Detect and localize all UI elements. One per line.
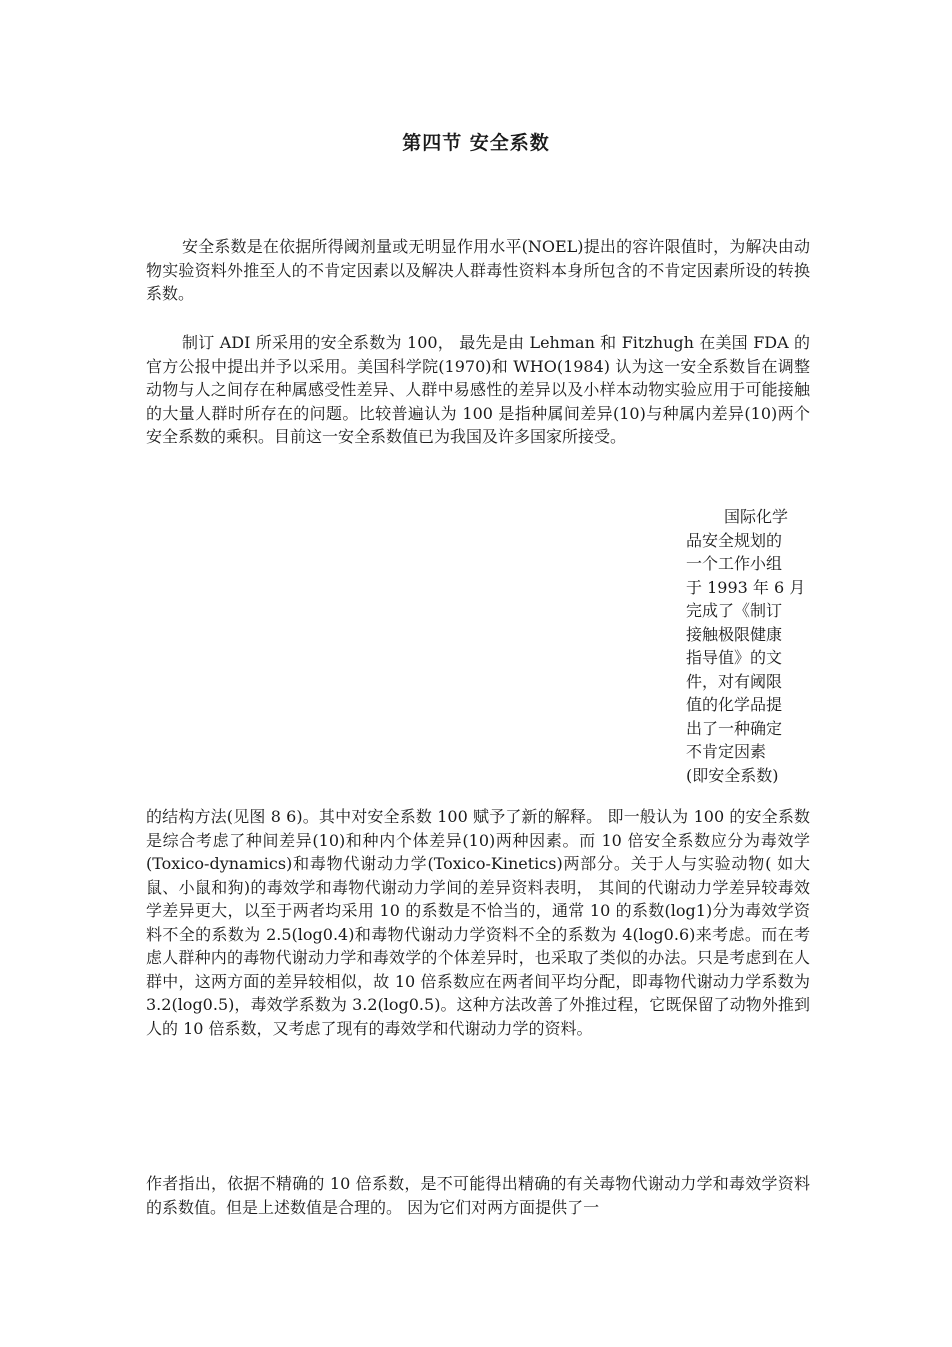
column-line: 国际化学 <box>724 507 789 526</box>
column-line: 接触极限健康 <box>686 624 783 644</box>
column-line: 值的化学品提 <box>686 695 783 714</box>
column-line: 一个工作小组 <box>686 554 783 573</box>
column-line: (即安全系数) <box>686 765 779 785</box>
paragraph-adi-factor: 制订 ADI 所采用的安全系数为 100， 最先是由 Lehman 和 Fitzhugh 在美国 FDA 的官方公报中提出并予以采用。美国科学院(1970)和 WHO(1984) 认为这一安全系数旨在调整动物与人之间存在种属感受性差异、人群中易感性的差异以及小样本动物实验应用于可能接触的大量人群时所存在的问题。比较普遍认为 100 是指种属间差异(10)与种属内差异(10)两个安全系数的乘积。目前这一安全系数值已为我国及许多国家所接受。 <box>146 333 810 446</box>
column-line: 不肯定因素 <box>686 742 767 761</box>
column-line: 件，对有阈限 <box>686 671 783 691</box>
paragraph-author-note: 作者指出，依据不精确的 10 倍系数，是不可能得出精确的有关毒物代谢动力学和毒效学资料的系数值。但是上述数值是合理的。 因为它们对两方面提供了一 <box>146 1174 810 1217</box>
paragraph-structural-method: 的结构方法(见图 8 6)。其中对安全系数 100 赋予了新的解释。 即一般认为 100 的安全系数是综合考虑了种间差异(10)和种内个体差异(10)两种因素。而 10 倍安全系数应分为毒效学(Toxico-dynamics)和毒物代谢动力学(Toxico-Kinetics)两部分。关于人与实验动物( 如大鼠、小鼠和狗)的毒效学和毒物代谢动力学间的差异资料表明， 其间的代谢动力学差异较毒效学差异更大，以至于两者均采用 10 的系数是不恰当的，通常 10 的系数(log1)分为毒效学资料不全的系数为 2.5(log0.4)和毒物代谢动力学资料不全的系数为 4(log0.6)来考虑。而在考虑人群种内的毒物代谢动力学和毒效学的个体差异时，也采取了类似的办法。只是考虑到在人群中，这两方面的差异较相似，故 10 倍系数应在两者间平均分配，即毒物代谢动力学系数为 3.2(log0.5)，毒效学系数为 3.2(log0.5)。这种方法改善了外推过程，它既保留了动物外推到人的 10 倍系数，又考虑了现有的毒效学和代谢动力学的资料。 <box>146 807 810 1038</box>
column-line: 指导值》的文 <box>686 648 783 667</box>
narrow-text-column <box>686 505 810 787</box>
section-title: 第四节 安全系数 <box>402 132 550 154</box>
paragraph-definition: 安全系数是在依据所得阈剂量或无明显作用水平(NOEL)提出的容许限值时，为解决由动物实验资料外推至人的不肯定因素以及解决人群毒性资料本身所包含的不肯定因素所设的转换系数。 <box>146 237 810 303</box>
column-line: 品安全规划的 <box>686 530 783 550</box>
column-line: 出了一种确定 <box>686 718 783 738</box>
column-line: 于 1993 年 6 月 <box>686 577 806 597</box>
column-line: 完成了《制订 <box>686 601 783 620</box>
